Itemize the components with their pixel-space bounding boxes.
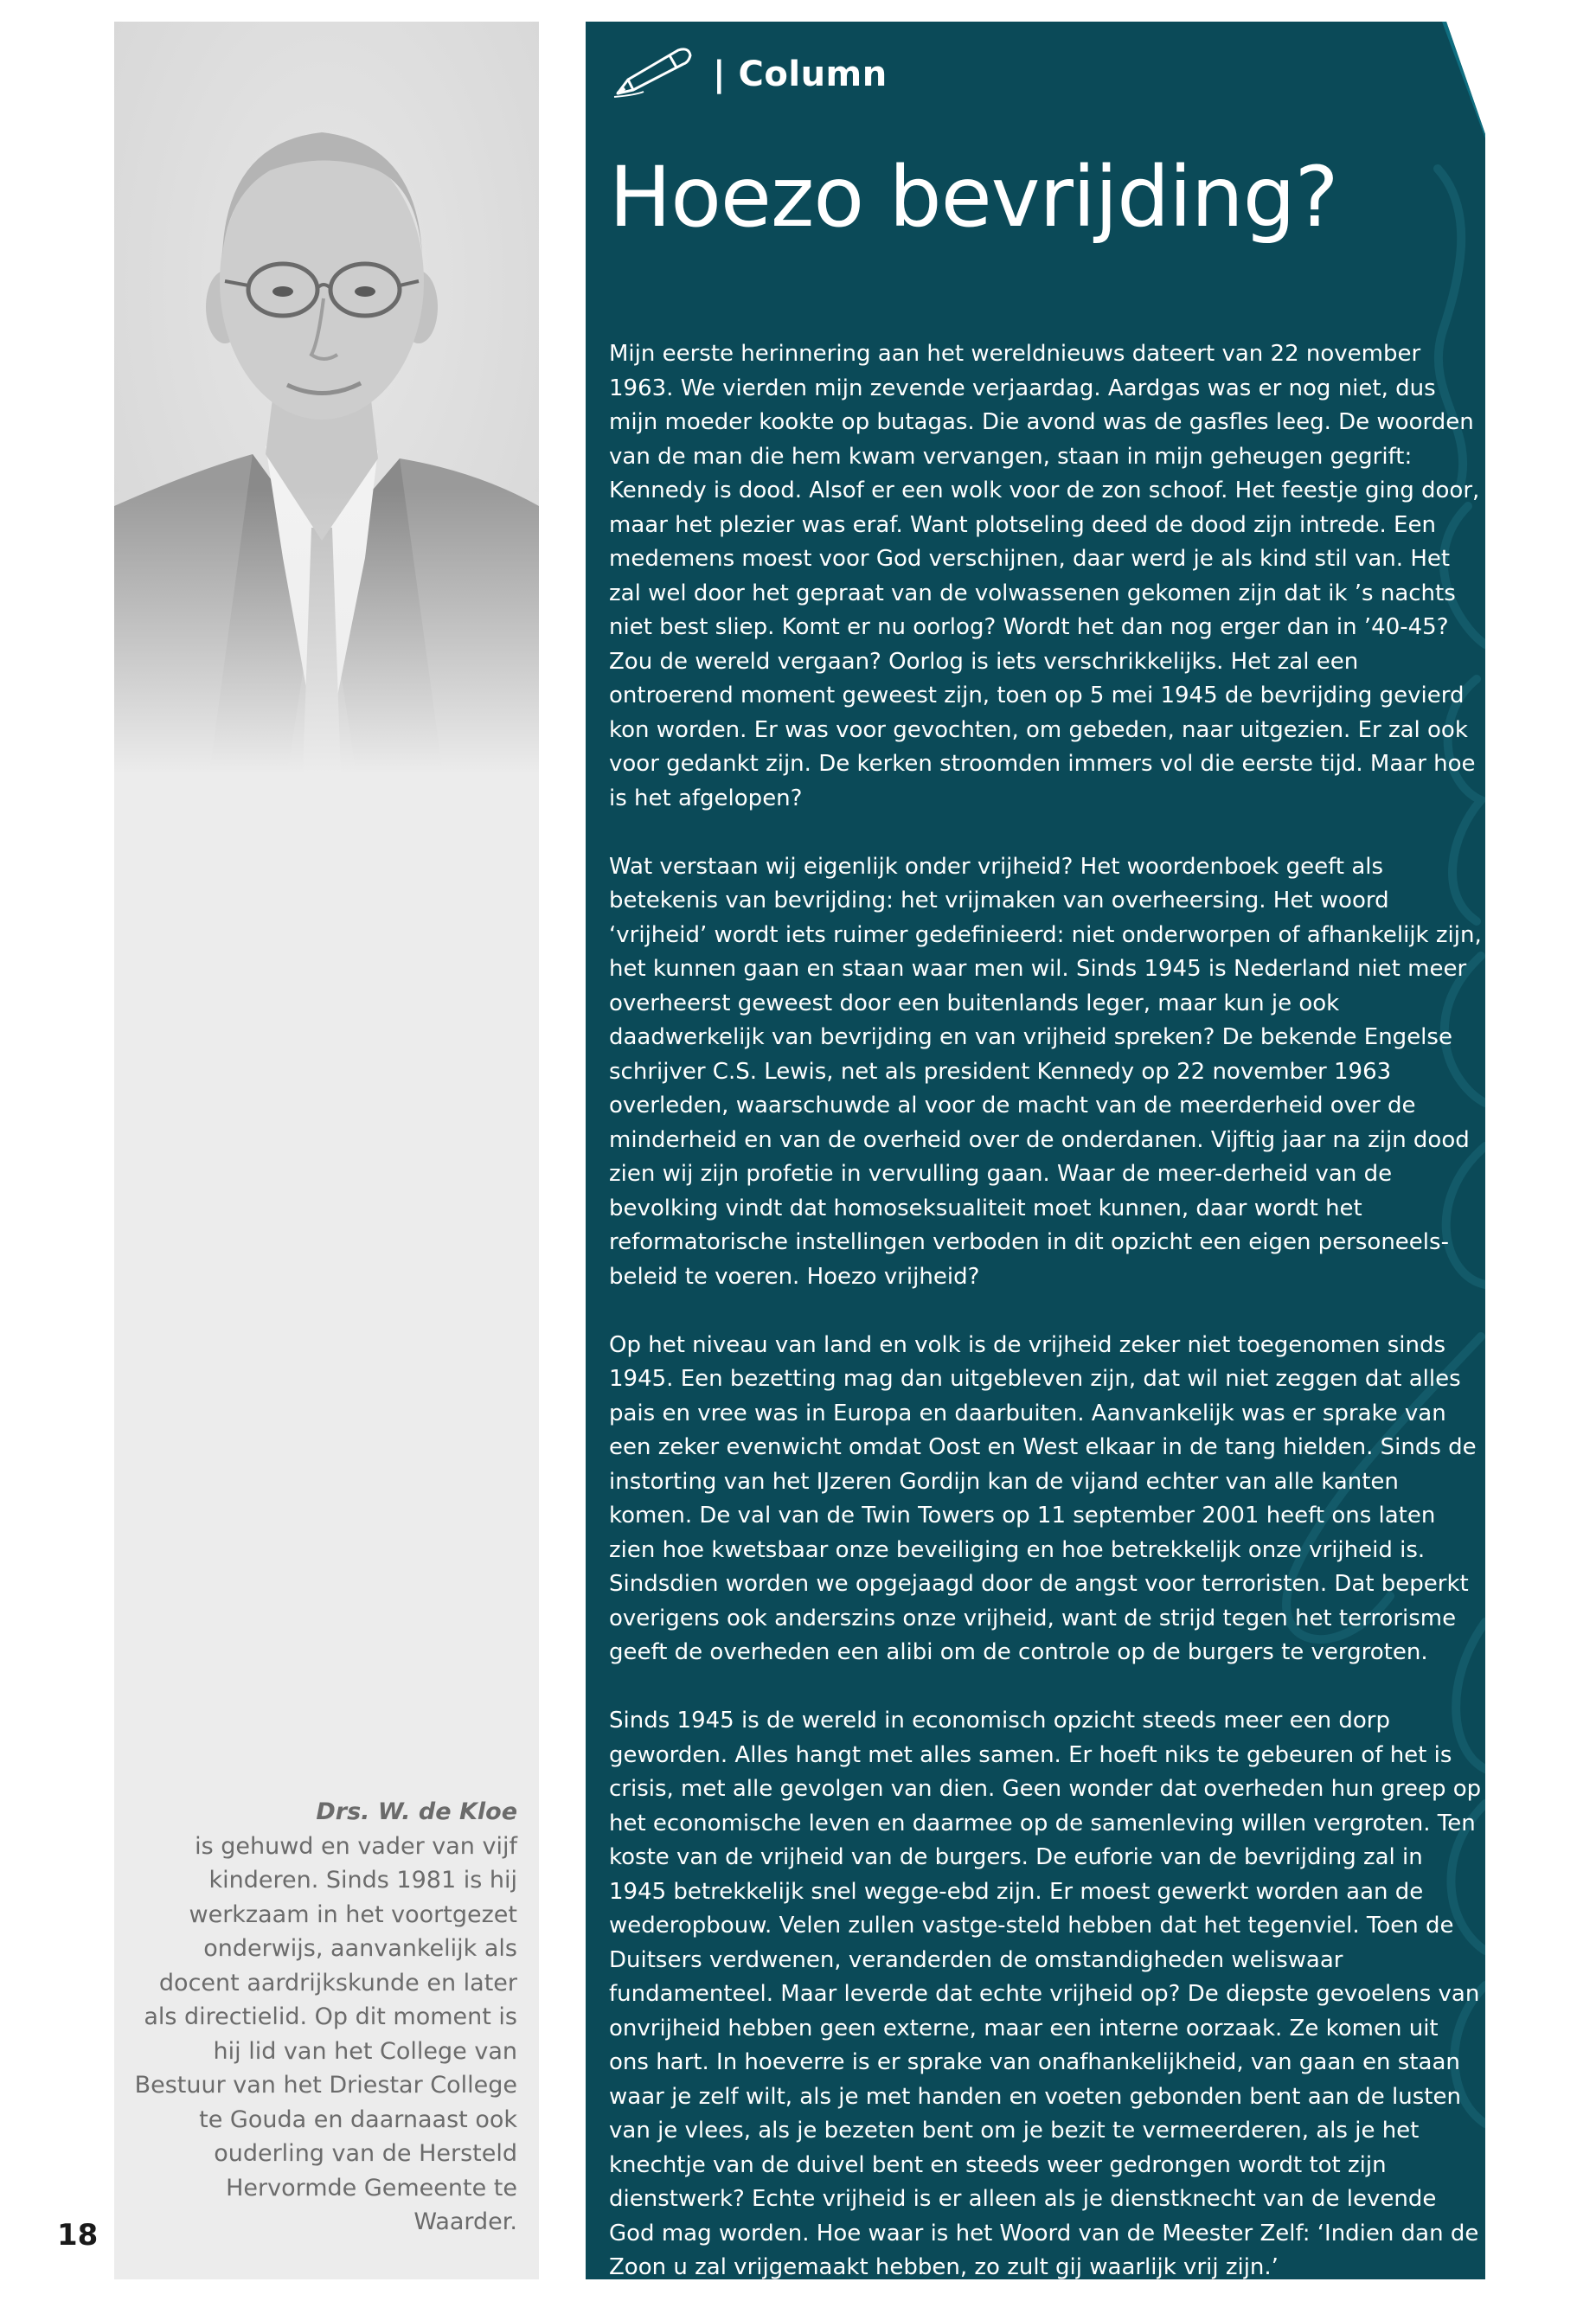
- article-paragraph: Sinds 1945 is de wereld in economisch opzicht steeds meer een dorp geworden. Alles hangt met alles samen. Er hoeft niks te gebeuren of het is crisis, met alle gevolgen van dien. Geen wonder dat overheden hun greep op het economische leven en daarmee op de samenleving willen vergroten. Ten koste van de vrijheid van de burgers. De euforie van de bevrijding zal in 1945 betrekkelijk snel wegge-ebd zijn. Er moest gewerkt worden aan de wederopbouw. Velen zullen vastge-steld hebben dat het tegenviel. Toen de Duitsers verdwenen, veranderden de omstandigheden weliswaar fundamenteel. Maar leverde dat echte vrijheid op? De diepste gevoelens van onvrijheid hebben geen externe, maar een interne oorzaak. Ze komen uit ons hart. In hoeverre is er sprake van onafhankelijkheid, van gaan en staan waar je zelf wilt, als je met handen en voeten gebonden bent aan de lusten van je vlees, als je bezeten bent om je bezit te vermeerderen, als je het knechtje van de duivel bent en steeds weer gedrongen wordt tot zijn dienstwerk? Echte vrijheid is er alleen als je dienstknecht van de levende God mag worden. Hoe waar is het Woord van de Meester Zelf: ‘Indien dan de Zoon u zal vrijgemaakt hebben, zo zult gij waarlijk vrij zijn.’: [609, 1708, 1482, 2280]
- author-name: Drs. W. de Kloe: [316, 1798, 517, 1825]
- page-number: 18: [57, 2218, 99, 2253]
- author-sidebar: [114, 22, 539, 2279]
- column-header: [609, 40, 888, 109]
- pen-icon: [609, 45, 695, 104]
- section-label: | Column: [713, 54, 888, 94]
- article-title: Hoezo bevrijding?: [609, 149, 1338, 246]
- article-body: [609, 337, 1483, 2285]
- author-portrait: [114, 22, 539, 774]
- article-paragraph: Op het niveau van land en volk is de vrijheid zeker niet toegenomen sinds 1945. Een bezetting mag dan uitgebleven zijn, dat wil niet zeggen dat alles pais en vree was in Europa en daarbuiten. Aanvankelijk was er sprake van een zeker evenwicht omdat Oost en West elkaar in de tang hielden. Sinds de instorting van het IJzeren Gordijn kan de vijand echter van alle kanten komen. De val van de Twin Towers op 11 september 2001 heeft ons laten zien hoe kwetsbaar onze beveiliging en hoe betrekkelijk onze vrijheid is. Sindsdien worden we opgejaagd door de angst voor terroristen. Dat beperkt overigens ook anderszins onze vrijheid, want de strijd tegen het terrorisme geeft de overheden een alibi om de controle op de burgers te vergroten.: [609, 1331, 1477, 1665]
- author-photo: [114, 22, 539, 774]
- author-bio: [131, 1795, 517, 2240]
- author-description: is gehuwd en vader van vijf kinderen. Sinds 1981 is hij werkzaam in het voortgezet onderwijs, aanvankelijk als docent aardrijkskunde en later als directielid. Op dit moment is hij lid van het College van Bestuur van het Driestar College te Gouda en daarnaast ook ouderling van de Hersteld Hervormde Gemeente te Waarder.: [134, 1832, 517, 2235]
- article-paragraph: Mijn eerste herinnering aan het wereldnieuws dateert van 22 november 1963. We vierden mijn zevende verjaardag. Aardgas was er nog niet, dus mijn moeder kookte op butagas. Die avond was de gasfles leeg. De woorden van de man die hem kwam vervangen, staan in mijn geheugen gegrift: Kennedy is dood. Alsof er een wolk voor de zon schoof. Het feestje ging door, maar het plezier was eraf. Want plotseling deed de dood zijn intrede. Een medemens moest voor God verschijnen, daar werd je als kind stil van. Het zal wel door het gepraat van de volwassenen gekomen zijn dat ik ’s nachts niet best sliep. Komt er nu oorlog? Wordt het dan nog erger dan in ’40-45? Zou de wereld vergaan? Oorlog is iets verschrikkelijks. Het zal een ontroerend moment geweest zijn, toen op 5 mei 1945 de bevrijding gevierd kon worden. Er was voor gevochten, om gebeden, naar uitgezien. Er zal ook voor gedankt zijn. De kerken stroomden immers vol die eerste tijd. Maar hoe is het afgelopen?: [609, 341, 1480, 811]
- article-paragraph: Wat verstaan wij eigenlijk onder vrijheid? Het woordenboek geeft als betekenis van bevrijding: het vrijmaken van overheersing. Het woord ‘vrijheid’ wordt iets ruimer gedefinieerd: niet onderworpen of afhankelijk zijn, het kunnen gaan en staan waar men wil. Sinds 1945 is Nederland niet meer overheerst geweest door een buitenlands leger, maar kun je ook daadwerkelijk van bevrijding en van vrijheid spreken? De bekende Engelse schrijver C.S. Lewis, net als president Kennedy op 22 november 1963 overleden, waarschuwde al voor de macht van de meerderheid over de minderheid en van de overheid over de onderdanen. Vijftig jaar na zijn dood zien wij zijn profetie in vervulling gaan. Waar de meer-derheid van de bevolking vindt dat homoseksualiteit moet kunnen, daar wordt het reformatorische instellingen verboden in dit opzicht een eigen personeels-beleid te voeren. Hoezo vrijheid?: [609, 853, 1482, 1290]
